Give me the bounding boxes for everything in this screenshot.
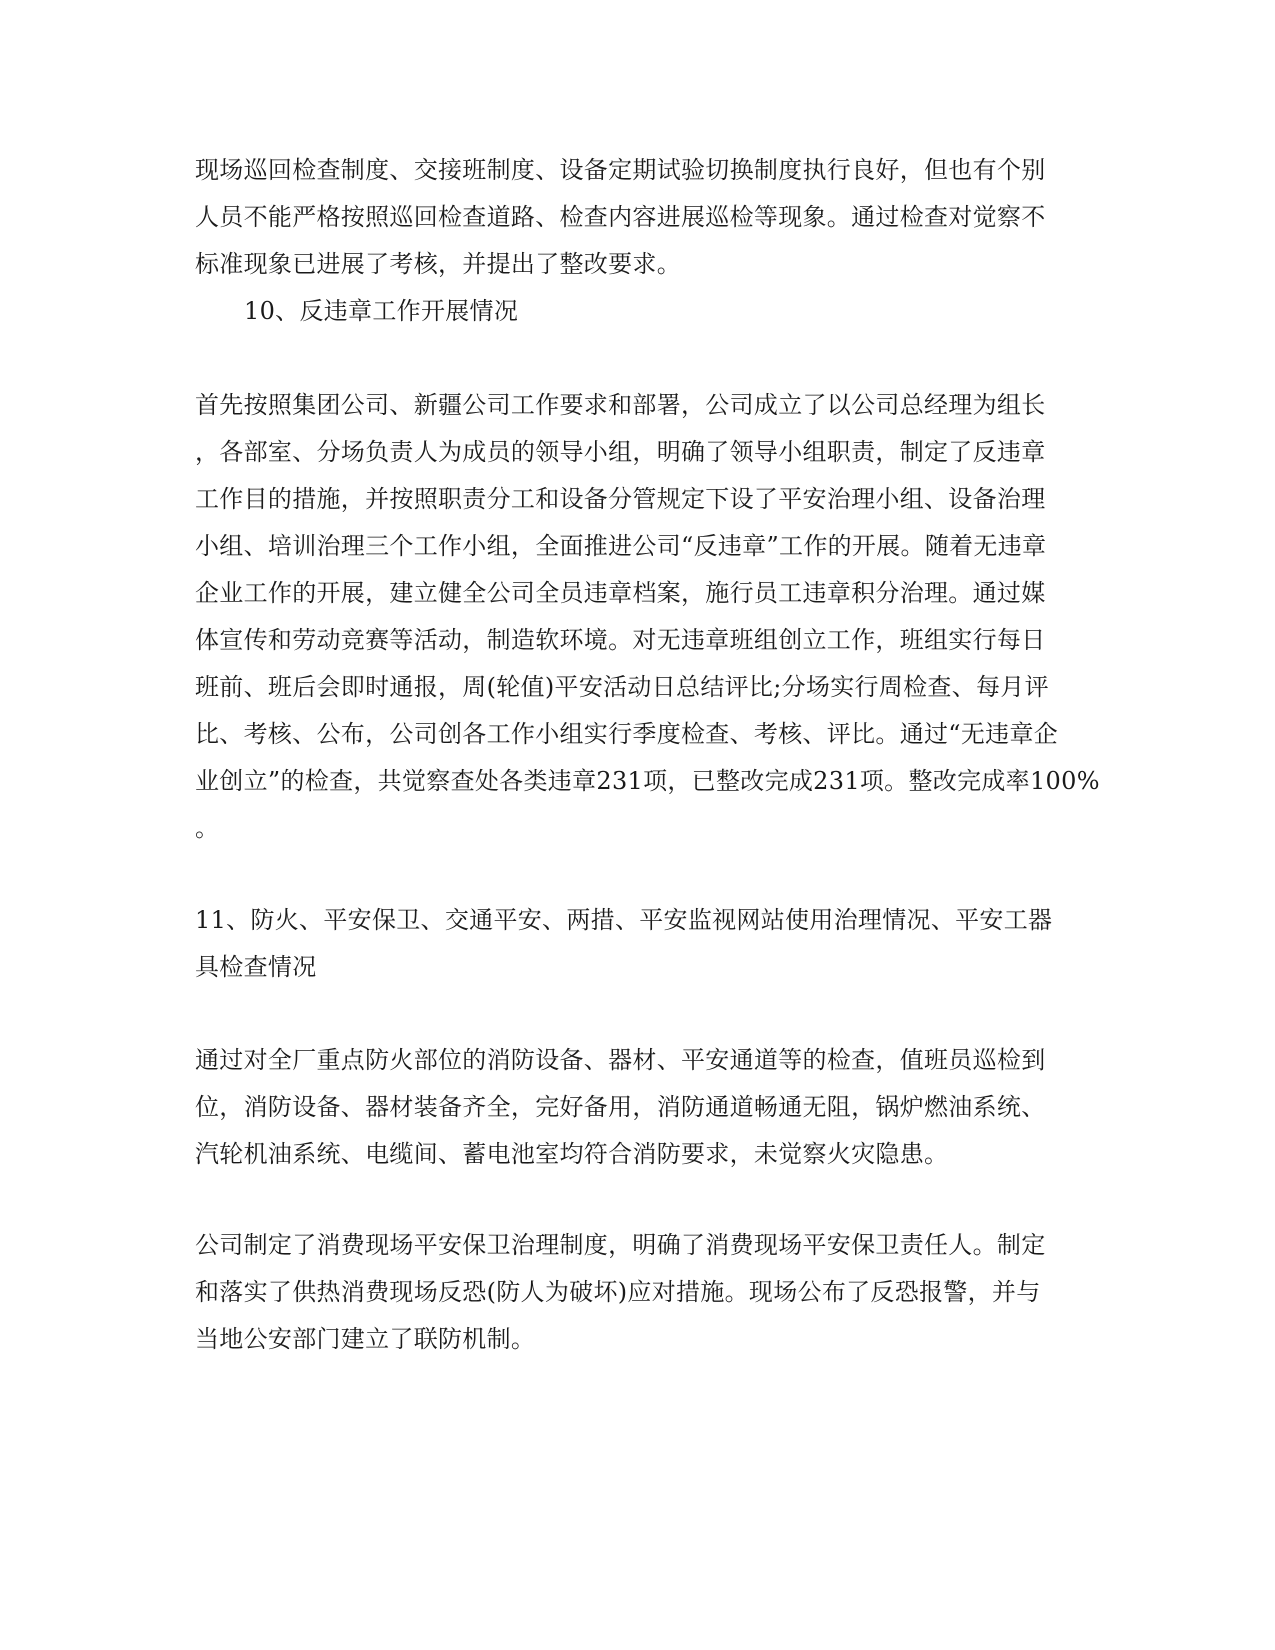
paragraph-line: 班前、班后会即时通报，周(轮值)平安活动日总结评比;分场实行周检查、每月评 <box>195 673 1049 701</box>
section-heading-10: 10、反违章工作开展情况 <box>244 297 519 325</box>
paragraph-line: 。 <box>195 814 220 842</box>
paragraph-line: 公司制定了消费现场平安保卫治理制度，明确了消费现场平安保卫责任人。制定 <box>195 1231 1046 1259</box>
paragraph-line: 小组、培训治理三个工作小组，全面推进公司“反违章”工作的开展。随着无违章 <box>195 532 1047 560</box>
paragraph-line: 企业工作的开展，建立健全公司全员违章档案，施行员工违章积分治理。通过媒 <box>195 579 1046 607</box>
paragraph-line: 汽轮机油系统、电缆间、蓄电池室均符合消防要求，未觉察火灾隐患。 <box>195 1140 949 1168</box>
section-heading-11-cont: 具检查情况 <box>195 953 317 981</box>
paragraph-line: 位，消防设备、器材装备齐全，完好备用，消防通道畅通无阻，锅炉燃油系统、 <box>195 1093 1046 1121</box>
paragraph-line: 首先按照集团公司、新疆公司工作要求和部署，公司成立了以公司总经理为组长 <box>195 391 1046 419</box>
paragraph-line: 通过对全厂重点防火部位的消防设备、器材、平安通道等的检查，值班员巡检到 <box>195 1046 1046 1074</box>
paragraph-line: 和落实了供热消费现场反恐(防人为破坏)应对措施。现场公布了反恐报警，并与 <box>195 1278 1041 1306</box>
paragraph-line: 当地公安部门建立了联防机制。 <box>195 1325 536 1353</box>
paragraph-line: 业创立”的检查，共觉察查处各类违章231项，已整改完成231项。整改完成率100% <box>195 767 1100 795</box>
paragraph-line: 标准现象已进展了考核，并提出了整改要求。 <box>195 250 681 278</box>
paragraph-line: 体宣传和劳动竞赛等活动，制造软环境。对无违章班组创立工作，班组实行每日 <box>195 626 1046 654</box>
paragraph-line: 现场巡回检查制度、交接班制度、设备定期试验切换制度执行良好，但也有个别 <box>195 156 1046 184</box>
paragraph-line: ，各部室、分场负责人为成员的领导小组，明确了领导小组职责，制定了反违章 <box>195 438 1046 466</box>
paragraph-line: 工作目的措施，并按照职责分工和设备分管规定下设了平安治理小组、设备治理 <box>195 485 1046 513</box>
paragraph-line: 人员不能严格按照巡回检查道路、检查内容进展巡检等现象。通过检查对觉察不 <box>195 203 1046 231</box>
paragraph-line: 比、考核、公布，公司创各工作小组实行季度检查、考核、评比。通过“无违章企 <box>195 720 1059 748</box>
section-heading-11: 11、防火、平安保卫、交通平安、两措、平安监视网站使用治理情况、平安工器 <box>195 906 1053 934</box>
